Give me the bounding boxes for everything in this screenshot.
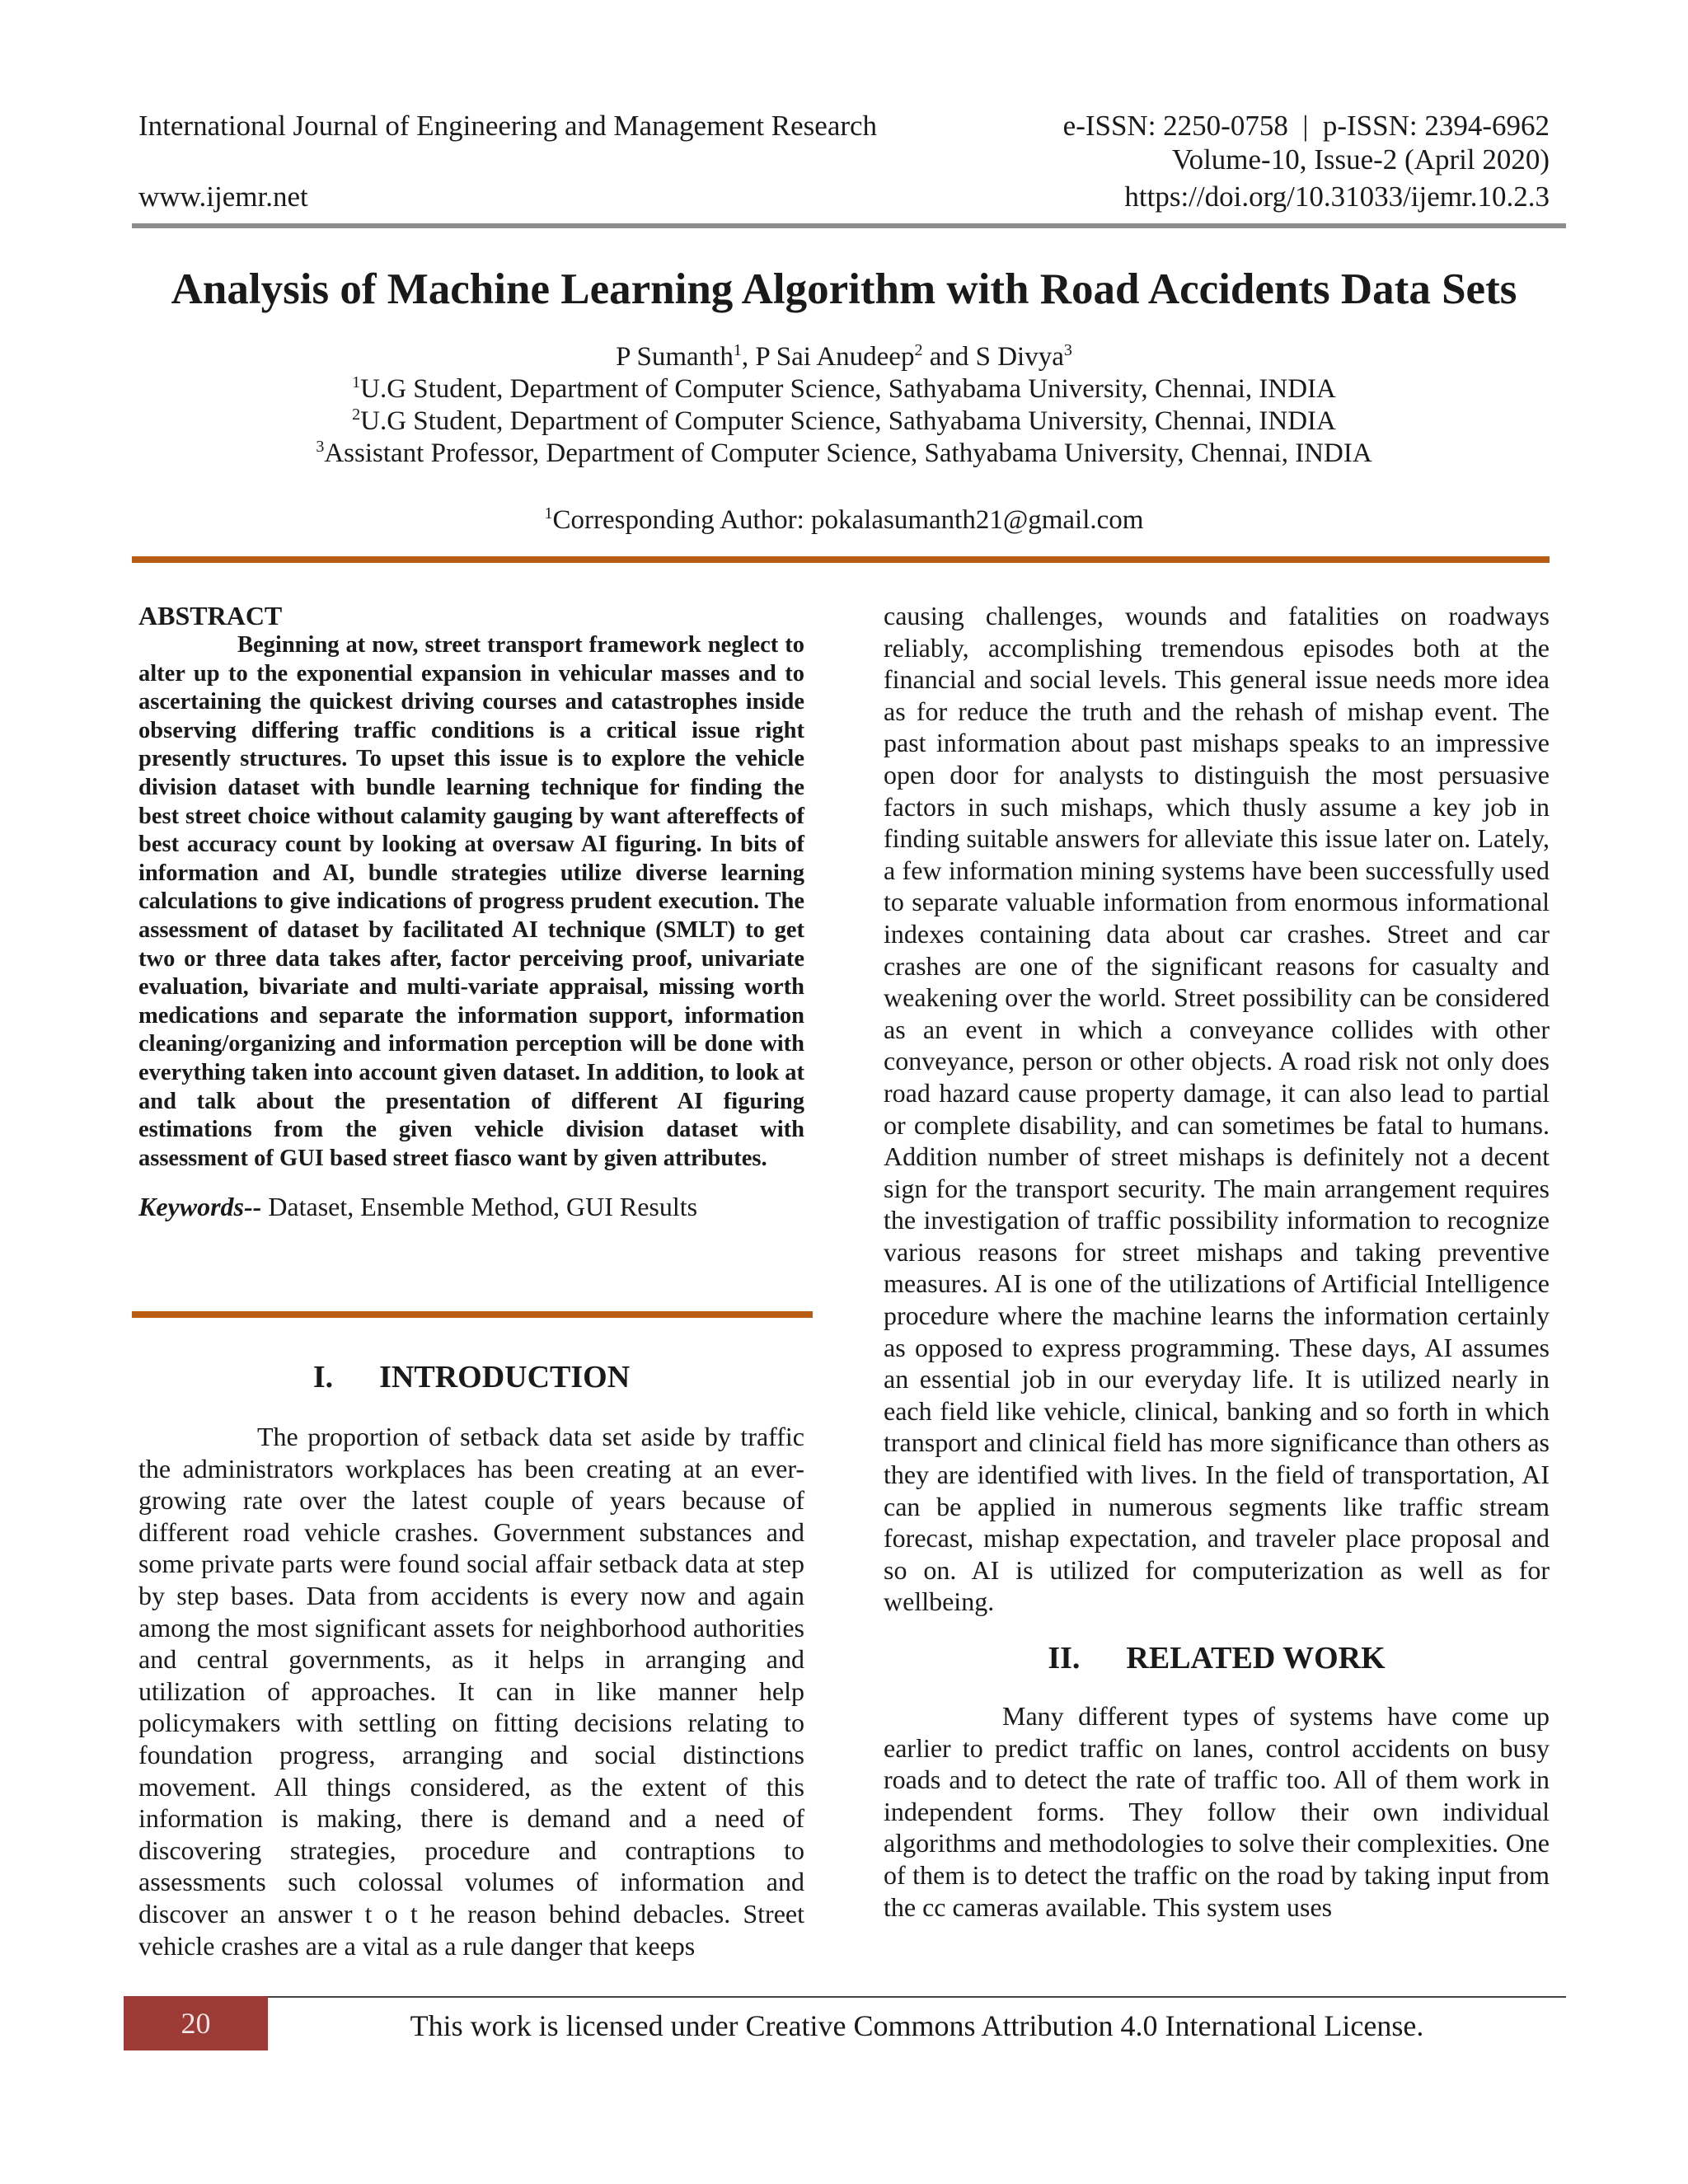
keywords <box>138 1191 804 1222</box>
section-title: RELATED WORK <box>1126 1641 1386 1675</box>
author-sup: 3 <box>1063 341 1072 359</box>
issn-line: e-ISSN: 2250-0758 | p-ISSN: 2394-6962 <box>1062 110 1550 142</box>
title-divider <box>132 556 1550 563</box>
footer-divider <box>268 1996 1566 1998</box>
corresponding-text: Corresponding Author: pokalasumanth21@gmail.com <box>552 505 1144 535</box>
intro-paragraph: The proportion of setback data set aside by traffic the administrators workplaces has been creating at an ever-growing rate over the latest couple of years because of different road vehicle crashes. Government substances and some private parts were found social affair setback data at step by step bases. Data from accidents is every now and again among the most significant assets for neighborhood authorities and central governments, as it helps in arranging and utilization of approaches. It can in like manner help policymakers with settling on fitting decisions relating to foundation progress, arranging and social distinctions movement. All things considered, as the extent of this information is making, there is demand and a need of discovering strategies, procedure and contraptions to assessments such colossal volumes of information and discover an answer t o t he reason behind debacles. Street vehicle crashes are a vital as a rule danger that keeps <box>138 1422 804 1961</box>
author-sup: 2 <box>914 341 923 359</box>
affiliation <box>0 438 1688 470</box>
section-heading-introduction <box>138 1358 804 1396</box>
issn-block <box>1063 109 1550 176</box>
author-name: S Divya <box>975 342 1064 372</box>
affiliation <box>0 405 1688 438</box>
page-number: 20 <box>124 1996 268 2050</box>
license-notice: This work is licensed under Creative Commons Attribution 4.0 International License. <box>410 2009 1424 2042</box>
author-separator: , <box>741 342 756 372</box>
doi-link[interactable]: https://doi.org/10.31033/ijemr.10.2.3 <box>1124 180 1550 213</box>
intro-paragraph-continued: causing challenges, wounds and fatalities on roadways reliably, accomplishing tremendous episodes both at the financial and social levels. This general issue needs more idea as for reduce the truth and the rehash of mishap event. The past information about past mishaps speaks to an impressive open door for analysts to distinguish the most persuasive factors in such mishaps, which thusly assume a key job in finding suitable answers for alleviate this issue later on. Lately, a few information mining systems have been successfully used to separate valuable information from enormous informational indexes containing data about car crashes. Street and car crashes are one of the significant reasons for casualty and weakening over the world. Street possibility can be considered as an event in which a conveyance collides with other conveyance, person or other objects. A road risk not only does road hazard cause property damage, it can also lead to partial or complete disability, and can sometimes be fatal to humans. Addition number of street mishaps is definitely not a decent sign for the transport security. The main arrangement requires the investigation of traffic possibility information to recognize various reasons for street mishaps and taking preventive measures. AI is one of the utilizations of Artificial Intelligence procedure where the machine learns the information certainly as opposed to express programming. These days, AI assumes an essential job in our everyday life. It is utilized nearly in each field like vehicle, clinical, banking and so forth in which transport and clinical field has more significance than others as they are identified with lives. In the field of transportation, AI can be applied in numerous segments like traffic stream forecast, mishap expectation, and traveler place proposal and so on. AI is utilized for computerization as well as for wellbeing. <box>884 601 1550 1617</box>
corresponding-sup: 1 <box>544 504 553 523</box>
left-column <box>138 600 804 1222</box>
volume-line: Volume-10, Issue-2 (April 2020) <box>1171 143 1550 176</box>
affiliation-sup: 2 <box>352 405 361 424</box>
section-number: II. <box>1048 1641 1081 1675</box>
abstract-heading: ABSTRACT <box>138 601 283 630</box>
affiliation-text: U.G Student, Department of Computer Science, Sathyabama University, Chennai, INDIA <box>360 406 1336 436</box>
affiliation-sup: 3 <box>316 438 325 456</box>
right-column <box>884 600 1550 1923</box>
affiliation <box>0 373 1688 405</box>
header-divider <box>132 223 1566 228</box>
author-sup: 1 <box>733 341 742 359</box>
affiliation-text: U.G Student, Department of Computer Science, Sathyabama University, Chennai, INDIA <box>360 374 1336 404</box>
author-name: P Sumanth <box>616 342 734 372</box>
keywords-label: Keywords-- <box>138 1192 262 1222</box>
author-name: P Sai Anudeep <box>755 342 915 372</box>
journal-name: International Journal of Engineering and Management Research <box>138 110 878 142</box>
author-block <box>0 341 1688 470</box>
keywords-text: Dataset, Ensemble Method, GUI Results <box>261 1192 698 1222</box>
paper-title: Analysis of Machine Learning Algorithm with Road Accidents Data Sets <box>171 265 1517 313</box>
corresponding-author <box>0 504 1688 537</box>
affiliation-text: Assistant Professor, Department of Computer Science, Sathyabama University, Chennai, INDIA <box>324 438 1372 468</box>
author-separator: and <box>922 342 976 372</box>
section-title: INTRODUCTION <box>379 1360 631 1394</box>
abstract-divider <box>132 1311 813 1318</box>
affiliation-sup: 1 <box>352 373 361 391</box>
author-line <box>0 341 1688 373</box>
section-number: I. <box>312 1360 334 1394</box>
section-heading-related-work <box>884 1639 1550 1677</box>
abstract-body: Beginning at now, street transport framework neglect to alter up to the exponential expansion in vehicular masses and to ascertaining the quickest driving courses and catastrophes inside observing differing traffic conditions is a critical issue right presently structures. To upset this issue is to explore the vehicle division dataset with bundle learning technique for finding the best street choice without calamity gauging by want aftereffects of best accuracy count by looking at oversaw AI figuring. In bits of information and AI, bundle strategies utilize diverse learning calculations to give indications of progress prudent execution. The assessment of dataset by facilitated AI technique (SMLT) to get two or three data takes after, factor perceiving proof, univariate evaluation, bivariate and multi-variate appraisal, missing worth medications and separate the information support, information cleaning/organizing and information perception will be done with everything taken into account given dataset. In addition, to look at and talk about the presentation of different AI figuring estimations from the given vehicle division dataset with assessment of GUI based street fiasco want by given attributes. <box>138 632 804 1171</box>
related-work-paragraph: Many different types of systems have come up earlier to predict traffic on lanes, control accidents on busy roads and to detect the rate of traffic too. All of them work in independent forms. They follow their own individual algorithms and methodologies to solve their complexities. One of them is to detect the traffic on the road by taking input from the cc cameras available. This system uses <box>884 1701 1550 1922</box>
journal-website[interactable]: www.ijemr.net <box>138 180 308 213</box>
intro-section <box>138 1358 804 1961</box>
